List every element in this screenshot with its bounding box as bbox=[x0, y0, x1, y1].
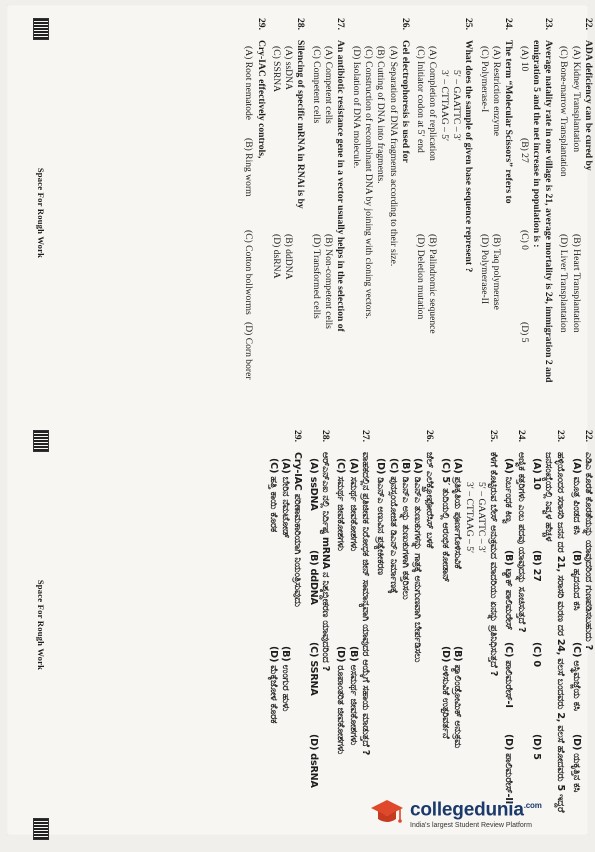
answer-option[interactable]: (C) 0 bbox=[518, 230, 530, 250]
answer-option[interactable]: (C) ಸಮರ್ಥ ಜೀವಕೋಶಗಳು bbox=[335, 458, 347, 551]
question-number: 28. bbox=[295, 18, 307, 30]
collegedunia-logo bbox=[370, 796, 542, 830]
question-item bbox=[530, 430, 567, 820]
answer-option[interactable]: (D) 5 bbox=[530, 734, 542, 760]
question-number: 25. bbox=[463, 18, 475, 30]
question-number: 23. bbox=[543, 18, 555, 30]
answer-option[interactable]: (C) Polymerase-I bbox=[478, 46, 490, 113]
answer-option[interactable]: (A) ssDNA bbox=[283, 46, 295, 90]
answer-option[interactable]: (B) ddDNA bbox=[307, 550, 319, 605]
rotated-page bbox=[0, 10, 594, 852]
answer-option[interactable]: (D) Transformed cells bbox=[310, 234, 322, 319]
kannada-column bbox=[54, 430, 594, 820]
answer-option[interactable]: (C) SSRNA bbox=[270, 46, 282, 93]
question-text: The term “Molecular Scissors” refers to bbox=[503, 40, 515, 204]
answer-option[interactable]: (A) ಮೂತ್ರ ಪಿಂಡದ ಕಸಿ bbox=[570, 458, 582, 535]
question-item bbox=[414, 18, 474, 408]
answer-option[interactable]: (B) ಅಸಮರ್ಥ ಜೀವಕೋಶಗಳು bbox=[347, 646, 359, 746]
question-text: ಕೆಳಗೆ ಕೊಟ್ಟಿರುವ ಬೇಸ್ ಅನುಕ್ರಮದ ಮಾದರಿಯು ಏನನ್ನು ಪ್ರತಿನಿಧಿಸುತ್ತದೆ ? bbox=[487, 452, 499, 677]
question-text: ವಾಹಕದಲ್ಲಿನ ಪ್ರತಿಜೀವಕ ನಿರೋಧಕ ಜೀನ್ ಸಾಮಾನ್ಯವಾಗಿ ಯಾವುದರ ಆಯ್ಕೆಗೆ ಸಹಾಯ ಮಾಡುತ್ತದೆ ? bbox=[359, 452, 371, 756]
question-number: 24. bbox=[515, 430, 527, 442]
question-item bbox=[309, 18, 346, 408]
answer-option[interactable]: (A) Root nematode bbox=[243, 46, 255, 121]
question-item bbox=[477, 18, 514, 408]
answer-option[interactable]: (B) ಹೃದಯದ ಕಸಿ bbox=[570, 550, 582, 611]
sequence-line: 5′ – GAATTC – 3′ bbox=[451, 70, 463, 141]
answer-options bbox=[334, 458, 359, 820]
question-text: ಹಳ್ಳಿಯೊಂದರ ಸರಾಸರಿ ಜನನ ದರ 21, ಸರಾಸರಿ ಮರಣ ದರ 24, ವಲಸೆ ಬಂದವರು 2, ವಲಸೆ ಹೋದವರು 5 ಇದ್ದರೆ ಜನಸಂಖ್ಯೆಯಲ್ಲಿ ನಿವ್ವಳ ಹೆಚ್ಚಳ bbox=[543, 452, 567, 813]
question-item bbox=[270, 18, 307, 408]
answer-option[interactable]: (C) Construction of recombinant DNA by joining with cloning vectors. bbox=[362, 46, 374, 319]
answer-option[interactable]: (A) ನಿರ್ಬಂಧಕ ಕಿಣ್ವ bbox=[503, 458, 515, 524]
question-text: An antibiotic resistance gene in a vector usually helps in the selection of bbox=[335, 40, 347, 332]
answer-option[interactable]: (A) 10 bbox=[518, 46, 530, 72]
base-sequence bbox=[438, 70, 462, 408]
answer-option[interactable]: (C) SSRNA bbox=[307, 642, 319, 696]
answer-option[interactable]: (D) dsRNA bbox=[307, 734, 319, 788]
answer-option[interactable]: (B) ಪ್ಯಾಲಿಂಡ್ರೋಮಿಕ್ ಅನುಕ್ರಮ bbox=[452, 646, 464, 749]
answer-option[interactable]: (C) ಪಾಲಿಮರೇಸ್-I bbox=[503, 642, 515, 708]
answer-option[interactable]: (A) Competent cells bbox=[323, 46, 335, 124]
question-text: ಆರ್‌ಎನ್‌ಎಐ ನಲ್ಲಿ ನಿರ್ದಿಷ್ಟ mRNA ನ ನಿಶ್ಶಬ್ದೀಕರಣ ಯಾವುದರಿಂದ ? bbox=[320, 452, 332, 672]
question-text: Silencing of specific mRNA in RNAi is by bbox=[295, 40, 307, 209]
answer-options bbox=[530, 458, 542, 820]
barcode-mark-icon bbox=[33, 818, 49, 840]
question-item bbox=[267, 430, 304, 820]
question-text: ಜೆಲ್ ಎಲೆಕ್ಟ್ರೋಫೋರೆಸಿಸ್ ಬಳಕೆ bbox=[424, 452, 436, 548]
answer-option[interactable]: (D) Isolation of DNA molecule. bbox=[350, 46, 362, 169]
question-item bbox=[517, 18, 554, 408]
question-text: Cry-IAC ಪರಿಣಾಮಕಾರಿಯಾಗಿ ನಿಯಂತ್ರಿಸುವುದು bbox=[292, 452, 304, 607]
question-item bbox=[349, 18, 410, 408]
answer-option[interactable]: (A) Kidney Transplantation bbox=[570, 46, 582, 153]
answer-option[interactable]: (C) Cotton bollworms bbox=[243, 230, 255, 315]
answer-option[interactable]: (B) Palindromic sequence bbox=[427, 234, 439, 334]
answer-option[interactable]: (D) ಅಳಿಸುವಿಕೆ ಉತ್ಪರಿವರ್ತನೆ bbox=[439, 646, 451, 739]
question-text: ಎಡಿಎ ಕೊರತೆ ಕೊರತೆಯನ್ನು ಯಾವುದರಿಂದ ಗುಣಪಡಿಸಬಹುದು ? bbox=[583, 452, 594, 650]
barcode-mark-icon bbox=[33, 18, 49, 40]
answer-option[interactable]: (A) ಪ್ರತಿಕೃತಿಯ ಪೂರ್ಣಗೊಳಿಸುವಿಕೆ bbox=[452, 458, 464, 569]
answer-option[interactable]: (C) 0 bbox=[530, 642, 542, 667]
answer-option[interactable]: (B) Heart Transplantation bbox=[570, 234, 582, 333]
answer-option[interactable]: (B) ಡಿಎನ್ಎ ಅನ್ನು ತುಣುಕುಗಳಾಗಿ ಕತ್ತರಿಸಲು bbox=[399, 458, 411, 600]
question-text: What does the sample of given base sequence represent ? bbox=[463, 40, 475, 273]
answer-option[interactable]: (D) ಡಿಎನ್ಎ ಅಣುವಿನ ಪ್ರತ್ಯೇಕೀಕರಣ bbox=[375, 458, 387, 575]
question-item bbox=[502, 430, 527, 820]
sequence-line: 5′ – GAATTC – 3′ bbox=[475, 482, 487, 553]
barcode-mark-icon bbox=[33, 430, 49, 452]
question-number: 22. bbox=[583, 18, 594, 30]
answer-option[interactable]: (A) Restriction enzyme bbox=[490, 46, 502, 137]
rough-work-label-right: Space For Rough Work bbox=[36, 579, 46, 671]
answer-options bbox=[309, 46, 334, 408]
answer-option[interactable]: (B) ಟ್ಯಾಕ್ ಪಾಲಿಮರೇಸ್ bbox=[503, 550, 515, 630]
graduation-cap-icon bbox=[370, 798, 404, 828]
answer-option[interactable]: (D) ಪಾಲಿಮರೇಸ್-II bbox=[503, 734, 515, 804]
answer-option[interactable]: (C) Competent cells bbox=[310, 46, 322, 124]
question-number: 26. bbox=[424, 430, 436, 442]
answer-options bbox=[502, 458, 514, 820]
answer-options bbox=[267, 458, 292, 820]
question-number: 29. bbox=[255, 18, 267, 30]
question-text: ಅಣ್ವಿಕ ಕತ್ತರಿಗಳು ಎಂಬ ಪದವು ಯಾವುದನ್ನು ಸೂಚಿಸುತ್ತದೆ ? bbox=[515, 452, 527, 633]
rough-work-label-left: Space For Rough Work bbox=[36, 167, 46, 259]
question-number: 24. bbox=[503, 18, 515, 30]
answer-option[interactable]: (C) Initiator codon at 5′ end bbox=[415, 46, 427, 153]
brand-tagline: India's largest Student Review Platform bbox=[410, 822, 532, 830]
base-sequence bbox=[463, 482, 487, 820]
answer-options bbox=[306, 458, 318, 820]
question-number: 27. bbox=[335, 18, 347, 30]
answer-options bbox=[517, 46, 529, 408]
exam-sheet bbox=[6, 4, 594, 836]
answer-option[interactable]: (B) 27 bbox=[518, 138, 530, 163]
question-item bbox=[306, 430, 331, 820]
answer-options bbox=[477, 46, 502, 408]
answer-option[interactable]: (B) Cutting of DNA into fragments. bbox=[375, 46, 387, 184]
sequence-line: 3′ – CTTAAG – 5′ bbox=[463, 482, 475, 554]
question-text: Cry-IAC effectively controls, bbox=[255, 40, 267, 159]
answer-option[interactable]: (A) ಬೇರಿನ ನೆಮಟೋಡ್ bbox=[280, 458, 292, 539]
answer-option[interactable]: (D) 5 bbox=[518, 322, 530, 343]
answer-option[interactable]: (B) Taq polymerase bbox=[490, 234, 502, 310]
question-number: 28. bbox=[320, 430, 332, 442]
answer-option[interactable]: (C) Bone-marrow Transplantation bbox=[558, 46, 570, 177]
answer-option[interactable]: (A) ಸಮರ್ಥ ಜೀವಕೋಶಗಳು bbox=[347, 458, 359, 552]
answer-option[interactable]: (D) ಯಕೃತ್ತಿನ ಕಸಿ bbox=[570, 734, 582, 793]
answer-option[interactable]: (C) ಪುನಸ್ಸಂಯೋಜಿತ ಡಿಎನ್ಎ ನಿರ್ಮಾಣಕ್ಕೆ bbox=[387, 458, 399, 594]
answer-option[interactable]: (C) ಅಸ್ಥಿಮಜ್ಜೆಯ ಕಸಿ bbox=[570, 642, 582, 711]
answer-options bbox=[270, 46, 295, 408]
answer-options bbox=[242, 46, 254, 408]
question-item bbox=[557, 18, 594, 408]
question-number: 27. bbox=[359, 430, 371, 442]
question-text: Average natality rate in one village is 21, average mortality is 24, immigration 2 and emigration 5 and the net increase in population is : bbox=[530, 40, 555, 383]
answer-option[interactable]: (D) dsRNA bbox=[270, 234, 282, 279]
answer-options bbox=[349, 46, 398, 408]
sequence-line: 3′ – CTTAAG – 5′ bbox=[439, 70, 451, 142]
english-column bbox=[54, 18, 594, 408]
answer-option[interactable]: (A) ssDNA bbox=[307, 458, 319, 511]
answer-option[interactable]: (D) ರೂಪಾಂತರಿತ ಜೀವಕೋಶಗಳು bbox=[335, 646, 347, 755]
question-text: ADA deficiency can be cured by bbox=[583, 40, 594, 171]
answer-option[interactable]: (A) Separation of DNA fragments according to their size. bbox=[387, 46, 399, 267]
question-number: 26. bbox=[399, 18, 411, 30]
question-number: 29. bbox=[292, 430, 304, 442]
answer-option[interactable]: (B) 27 bbox=[530, 550, 542, 582]
answer-option[interactable]: (D) Polymerase-II bbox=[478, 234, 490, 305]
answer-options bbox=[569, 458, 581, 820]
answer-options bbox=[557, 46, 582, 408]
question-item bbox=[334, 430, 371, 820]
question-number: 25. bbox=[487, 430, 499, 442]
answer-option[interactable]: (A) 10 bbox=[530, 458, 542, 490]
question-number: 22. bbox=[583, 430, 594, 442]
answer-option[interactable]: (B) Ring worm bbox=[243, 138, 255, 197]
answer-options bbox=[374, 458, 423, 820]
answer-option[interactable]: (D) Liver Transplantation bbox=[558, 234, 570, 333]
answer-option[interactable]: (D) Deletion mutation bbox=[415, 234, 427, 320]
question-text: Gel electrophoresis is used for bbox=[399, 40, 411, 163]
answer-option[interactable]: (C) ಹತ್ತಿ ಕಾಯಿ ಕೊರಕ bbox=[267, 458, 279, 533]
answer-option[interactable]: (C) 5′ ತುದಿಯಲ್ಲಿ ಆರಂಭಿಕ ಕೋಡಾನ್ bbox=[439, 458, 451, 583]
answer-option[interactable]: (B) ಉಂಗುರ ಹುಳು bbox=[280, 646, 292, 712]
question-number: 23. bbox=[555, 430, 567, 442]
answer-option[interactable]: (D) Corn borer bbox=[243, 322, 255, 380]
question-item bbox=[242, 18, 267, 408]
answer-option[interactable]: (A) ಡಿಎನ್ಎ ತುಣುಕುಗಳನ್ನು ಗಾತ್ರಕ್ಕೆ ಅನುಗುಣವಾಗಿ ಬೇರ್ಪಡಿಸಲು bbox=[412, 458, 424, 663]
answer-options bbox=[414, 46, 439, 408]
brand-name: collegedunia$^{.com}$ bbox=[410, 799, 542, 821]
question-item bbox=[569, 430, 594, 820]
answer-options bbox=[438, 458, 463, 820]
answer-option[interactable]: (D) ಮೆಕ್ಕೆಜೋಳ ಕೊರಕ bbox=[267, 646, 279, 724]
answer-option[interactable]: (B) Non-competent cells bbox=[323, 234, 335, 329]
answer-option[interactable]: (A) Completion of replication bbox=[427, 46, 439, 161]
question-item bbox=[374, 430, 435, 820]
question-item bbox=[438, 430, 498, 820]
answer-option[interactable]: (B) ddDNA bbox=[283, 234, 295, 280]
